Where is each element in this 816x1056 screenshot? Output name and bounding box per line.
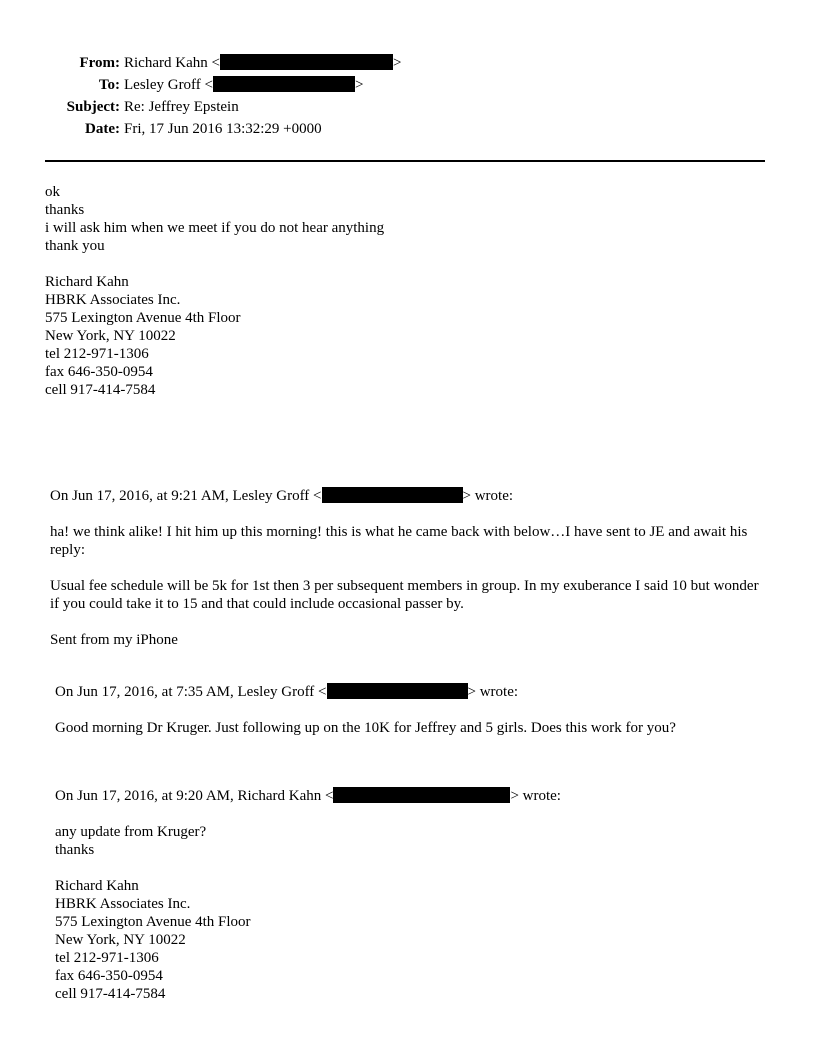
quote2-para1: Good morning Dr Kruger. Just following up on the 10K for Jeffrey and 5 girls. Does this work for you?: [55, 720, 676, 736]
quote3-intro-wrote: > wrote:: [510, 788, 561, 804]
from-value: [124, 54, 401, 72]
to-close: >: [355, 77, 364, 93]
date-value: Fri, 17 Jun 2016 13:32:29 +0000: [124, 121, 322, 137]
from-name: Richard Kahn <: [124, 55, 220, 71]
quote3-body: [55, 823, 206, 859]
signature-line: cell 917-414-7584: [55, 986, 166, 1002]
quote2-intro: [55, 683, 518, 701]
from-label: From:: [79, 55, 120, 71]
redaction-bar: [220, 54, 393, 70]
body-line: ok: [45, 184, 60, 200]
redaction-bar: [322, 487, 463, 503]
quote3-signature: [55, 877, 251, 1003]
subject-label: Subject:: [66, 99, 120, 115]
signature-line: HBRK Associates Inc.: [55, 896, 191, 912]
to-name: Lesley Groff <: [124, 77, 213, 93]
signature-line: tel 212-971-1306: [55, 950, 159, 966]
to-label: To:: [98, 77, 120, 93]
signature-line: HBRK Associates Inc.: [45, 292, 181, 308]
signature-block: [45, 273, 241, 399]
header-divider: [45, 160, 765, 162]
quote2-intro-wrote: > wrote:: [467, 684, 519, 700]
quote1-para2: Usual fee schedule will be 5k for 1st then 3 per subsequent members in group. In my exuberance I said 10 but wonder if you could take it to 15 and that could include occasional passer by.: [50, 578, 759, 612]
body-line: thanks: [45, 202, 85, 218]
body-line: i will ask him when we meet if you do not hear anything: [45, 220, 385, 236]
quote1-sent-from: Sent from my iPhone: [50, 632, 178, 648]
signature-line: tel 212-971-1306: [45, 346, 149, 362]
quote1-intro-text: On Jun 17, 2016, at 9:21 AM, Lesley Groff <: [50, 488, 322, 504]
signature-line: 575 Lexington Avenue 4th Floor: [45, 310, 241, 326]
signature-line: New York, NY 10022: [55, 932, 186, 948]
subject-value: Re: Jeffrey Epstein: [124, 99, 239, 115]
quote3-intro-text: On Jun 17, 2016, at 9:20 AM, Richard Kahn <: [55, 788, 334, 804]
quote3-line: any update from Kruger?: [55, 824, 207, 840]
signature-line: fax 646-350-0954: [55, 968, 163, 984]
quote3-intro: [55, 787, 561, 805]
quote1-intro-wrote: > wrote:: [462, 488, 514, 504]
signature-line: cell 917-414-7584: [45, 382, 156, 398]
signature-line: 575 Lexington Avenue 4th Floor: [55, 914, 251, 930]
quote2-intro-text: On Jun 17, 2016, at 7:35 AM, Lesley Groff <: [55, 684, 327, 700]
to-value: [124, 76, 363, 94]
from-close: >: [392, 55, 402, 71]
quote1-para1: ha! we think alike! I hit him up this morning! this is what he came back with below…I have sent to JE and await his reply:: [50, 524, 748, 558]
signature-line: Richard Kahn: [55, 878, 139, 894]
quote3-line: thanks: [55, 842, 95, 858]
body-line: thank you: [45, 238, 105, 254]
redaction-bar: [333, 787, 510, 803]
signature-line: fax 646-350-0954: [45, 364, 153, 380]
date-label: Date:: [85, 121, 120, 137]
signature-line: Richard Kahn: [45, 274, 129, 290]
quote1-intro: [50, 487, 513, 505]
redaction-bar: [213, 76, 355, 92]
signature-line: New York, NY 10022: [45, 328, 176, 344]
redaction-bar: [327, 683, 468, 699]
message-body: [45, 183, 384, 255]
